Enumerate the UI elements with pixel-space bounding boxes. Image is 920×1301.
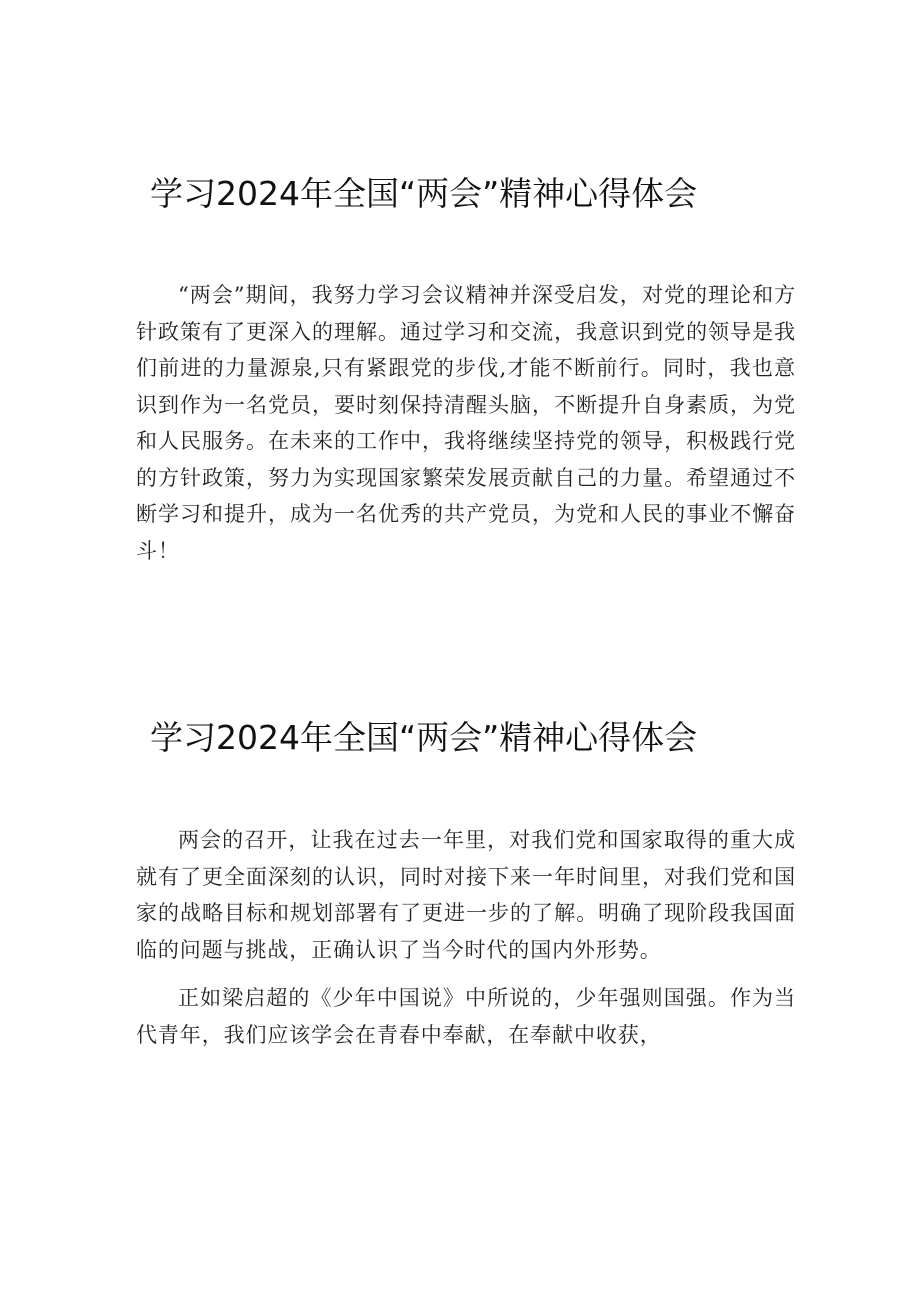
section-2-title: 学习2024年全国“两会”精神心得体会	[150, 718, 698, 757]
section-2-paragraph-2: 正如梁启超的《少年中国说》中所说的，少年强则国强。作为当代青年，我们应该学会在青春中奉献，在奉献中收获，	[136, 986, 796, 1047]
section-2-body	[136, 822, 796, 1053]
section-1-title: 学习2024年全国“两会”精神心得体会	[150, 174, 698, 213]
section-1-paragraph-1: “两会”期间，我努力学习会议精神并深受启发，对党的理论和方针政策有了更深入的理解。通过学习和交流，我意识到党的领导是我们前进的力量源泉,只有紧跟党的步伐,才能不断前行。同时，我也意识到作为一名党员，要时刻保持清醒头脑，不断提升自身素质，为党和人民服务。在未来的工作中，我将继续坚持党的领导，积极践行党的方针政策，努力为实现国家繁荣发展贡献自己的力量。希望通过不断学习和提升，成为一名优秀的共产党员，为党和人民的事业不懈奋斗！	[136, 283, 796, 563]
section-2-paragraph-1: 两会的召开，让我在过去一年里，对我们党和国家取得的重大成就有了更全面深刻的认识，同时对接下来一年时间里，对我们党和国家的战略目标和规划部署有了更进一步的了解。明确了现阶段我国面临的问题与挑战，正确认识了当今时代的国内外形势。	[136, 828, 796, 962]
section-1-body	[136, 277, 796, 569]
